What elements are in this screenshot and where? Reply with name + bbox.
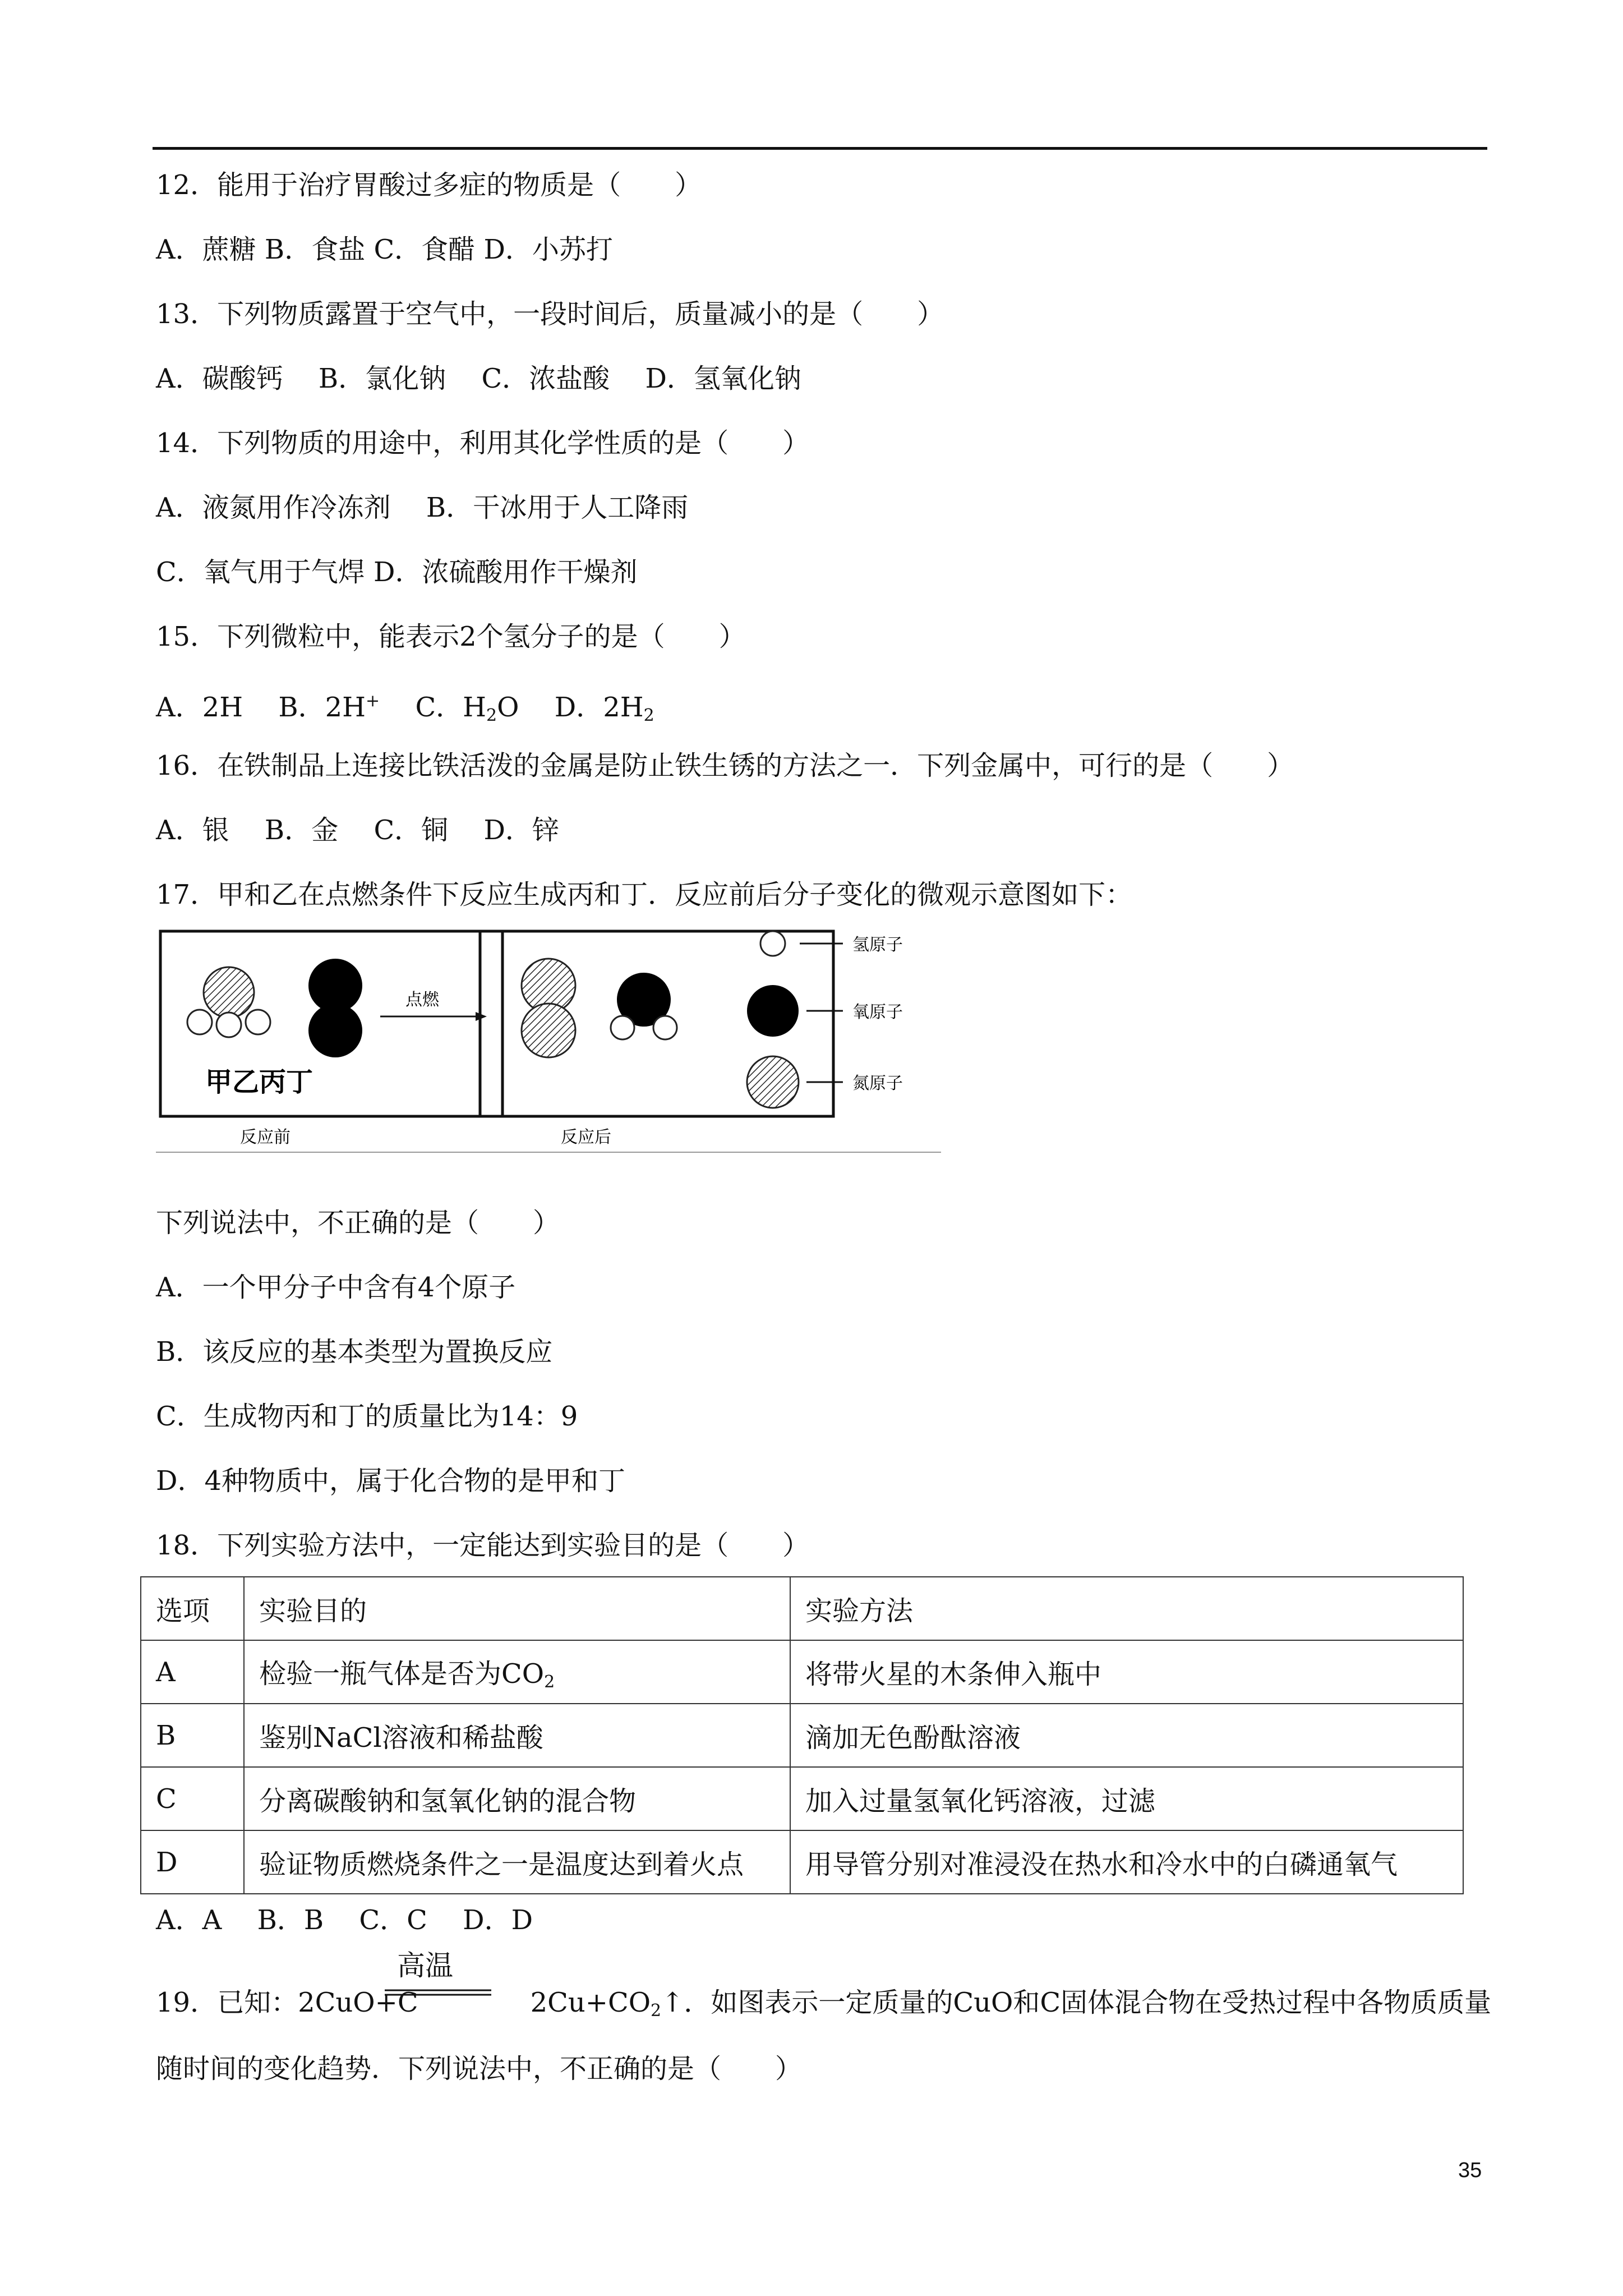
after-caption: 反应后	[561, 1128, 611, 1147]
q18-stem: 18．下列实验方法中，一定能达到实验目的是（ ）	[156, 1530, 810, 1561]
q19-equation-right: 2Cu+CO	[530, 1987, 651, 2018]
q15-option-b: B．2H+	[278, 691, 380, 723]
q14-options-ab: A．液氮用作冷冻剂 B．干冰用于人工降雨	[156, 492, 689, 523]
row-method: 滴加无色酚酞溶液	[790, 1704, 1463, 1767]
equation-condition: 高温	[397, 1949, 453, 1982]
page-number: 35	[1458, 2159, 1482, 2182]
row-option: B	[141, 1704, 244, 1767]
q13-stem: 13．下列物质露置于空气中，一段时间后，质量减小的是（ ）	[156, 298, 944, 330]
before-molecule-names: 甲乙丙丁	[205, 1066, 313, 1098]
table-row	[141, 1767, 1463, 1830]
q17-option-b: B．该反应的基本类型为置换反应	[156, 1336, 553, 1368]
header-goal: 实验目的	[244, 1577, 790, 1640]
q14-options-cd: C．氧气用于气焊 D．浓硫酸用作干燥剂	[156, 556, 638, 588]
q12-stem: 12．能用于治疗胃酸过多症的物质是（ ）	[156, 169, 702, 201]
q19-stem-text: ↑．如图表示一定质量的CuO和C固体混合物在受热过程中各物质质量	[661, 1987, 1492, 2018]
reaction-diagram	[156, 927, 941, 1154]
q18-options: A．A B．B C．C D．D	[156, 1904, 533, 1936]
row-option: D	[141, 1830, 244, 1894]
row-method: 用导管分别对准浸没在热水和冷水中的白磷通氧气	[790, 1830, 1463, 1894]
q15-stem: 15．下列微粒中，能表示2个氢分子的是（ ）	[156, 621, 746, 652]
q13-options: A．碳酸钙 B．氯化钠 C．浓盐酸 D．氢氧化钠	[156, 363, 801, 394]
q17-option-a: A．一个甲分子中含有4个原子	[156, 1272, 516, 1303]
q15-option-d: D．$2H_2$	[554, 692, 654, 725]
table-row	[141, 1830, 1463, 1894]
row-goal: 验证物质燃烧条件之一是温度达到着火点	[244, 1830, 790, 1894]
q18-table	[140, 1576, 1464, 1894]
q15-option-a: A．2H	[156, 692, 243, 723]
legend-oxygen-marker	[747, 985, 799, 1037]
header-option: 选项	[141, 1577, 244, 1640]
q19-line2: 随时间的变化趋势．下列说法中，不正确的是（ ）	[156, 2053, 803, 2085]
legend-nitrogen-marker	[747, 1056, 799, 1108]
row-option: A	[141, 1640, 244, 1704]
q15-option-c: C．$H_2O$	[415, 692, 519, 725]
row-goal: 检验一瓶气体是否为$CO_2$	[244, 1640, 790, 1704]
q17-option-c: C．生成物丙和丁的质量比为14：9	[156, 1401, 578, 1432]
legend-hydrogen: 氢原子	[852, 935, 903, 955]
q19-equation-left: 19．已知：2CuO+C	[156, 1987, 418, 2018]
legend-nitrogen: 氮原子	[852, 1074, 903, 1093]
q14-stem: 14．下列物质的用途中，利用其化学性质的是（ ）	[156, 427, 810, 459]
q17-stem: 17．甲和乙在点燃条件下反应生成丙和丁．反应前后分子变化的微观示意图如下：	[156, 879, 1133, 910]
q19-stem: 19．已知：2CuO+C $2Cu+CO_2↑$．如图表示一定质量的CuO和C固体混合物在受热过程中各物质质量	[156, 1987, 1492, 2021]
legend-oxygen: 氧原子	[852, 1002, 903, 1022]
header-rule	[153, 147, 1487, 150]
row-option: C	[141, 1767, 244, 1830]
legend-hydrogen-marker	[760, 931, 785, 956]
row-method: 加入过量氢氧化钙溶液，过滤	[790, 1767, 1463, 1830]
header-method: 实验方法	[790, 1577, 1463, 1640]
row-method: 将带火星的木条伸入瓶中	[790, 1640, 1463, 1704]
q17-option-d: D．4种物质中，属于化合物的是甲和丁	[156, 1465, 626, 1497]
arrow-label: 点燃	[405, 990, 439, 1010]
q12-options: A．蔗糖 B．食盐 C．食醋 D．小苏打	[156, 234, 613, 265]
table-header-row	[141, 1577, 1463, 1640]
table-row	[141, 1640, 1463, 1704]
q17-question: 下列说法中，不正确的是（ ）	[156, 1207, 560, 1239]
q15-options	[156, 684, 654, 733]
before-caption: 反应前	[240, 1128, 291, 1147]
row-goal: 鉴别NaCl溶液和稀盐酸	[244, 1704, 790, 1767]
table-row	[141, 1704, 1463, 1767]
row-goal: 分离碳酸钠和氢氧化钠的混合物	[244, 1767, 790, 1830]
q16-options: A．银 B．金 C．铜 D．锌	[156, 815, 559, 846]
q16-stem: 16．在铁制品上连接比铁活泼的金属是防止铁生锈的方法之一．下列金属中，可行的是（ ）	[156, 750, 1294, 781]
